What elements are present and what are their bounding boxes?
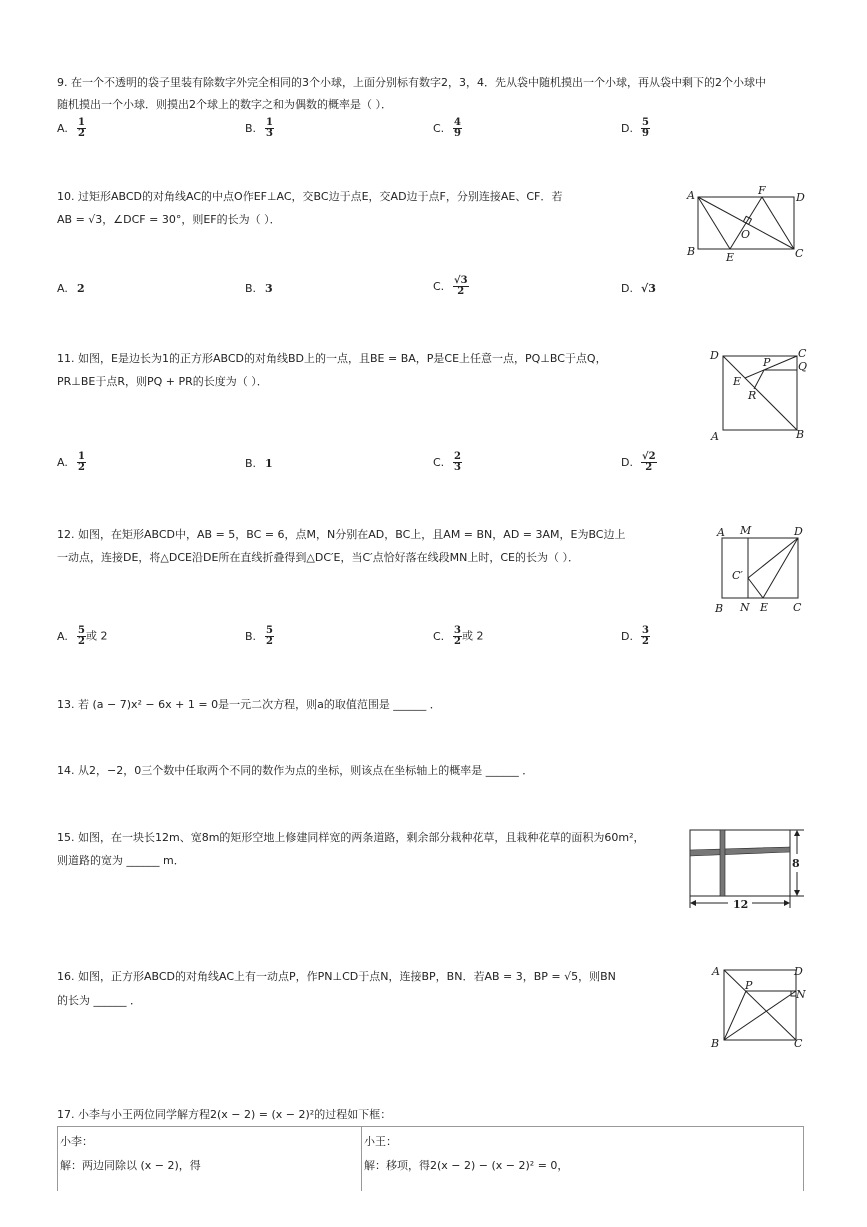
q15-line1: 15. 如图，在一块长12m、宽8m的矩形空地上修建同样宽的两条道路，剩余部分栽种花草，且栽种花草的面积为60m²，	[57, 831, 645, 844]
q10-figure	[684, 184, 810, 264]
q9-option-d: D. $\frac{5}{9}$	[621, 117, 649, 139]
q15-line2: 则道路的宽为 ______ m．	[57, 854, 185, 867]
q15-label-width: 12	[733, 898, 749, 911]
q12-label-c: C	[793, 601, 802, 614]
q16-label-c: C	[794, 1037, 803, 1050]
q12-option-a: A. $\frac{5}{2}$ 或 2	[57, 625, 108, 647]
q10-option-d: D. √3	[621, 282, 656, 295]
q12-label-d: D	[794, 525, 803, 538]
q16-label-d: D	[794, 965, 803, 978]
q11-label-p: P	[763, 356, 771, 369]
q11-label-b: B	[796, 428, 805, 441]
q10-label-b: B	[687, 245, 696, 258]
q10-label-a: A	[687, 189, 695, 202]
q17-right-header: 小王：	[364, 1135, 397, 1148]
q11-figure	[706, 344, 816, 444]
q16-label-n: N	[796, 988, 806, 1001]
q11-option-c: C. $\frac{2}{3}$	[433, 451, 461, 473]
q9-option-c: C. $\frac{4}{9}$	[433, 117, 461, 139]
q11-option-d: D. $\frac{√2}{2}$	[621, 451, 656, 473]
q17-text: 17. 小李与小王两位同学解方程2(x − 2) = (x − 2)²的过程如下框：	[57, 1108, 392, 1121]
q9-option-a: A. $\frac{1}{2}$	[57, 117, 85, 139]
q16-label-a: A	[712, 965, 720, 978]
q10-label-d: D	[796, 191, 805, 204]
q11-line1: 11. 如图，E是边长为1的正方形ABCD的对角线BD上的一点，且BE = BA，P是CE上任意一点，PQ⊥BC于点Q，	[57, 352, 607, 365]
q10-label-c: C	[795, 247, 804, 260]
q16-figure	[706, 962, 816, 1052]
q15-figure	[688, 828, 810, 914]
q11-line2: PR⊥BE于点R，则PQ + PR的长度为（ ）．	[57, 375, 268, 388]
q16-line1: 16. 如图，正方形ABCD的对角线AC上有一动点P，作PN⊥CD于点N，连接BP，BN．若AB = 3，BP = √5，则BN	[57, 970, 616, 983]
q11-label-d: D	[710, 349, 719, 362]
q16-label-b: B	[711, 1037, 720, 1050]
q16-label-p: P	[745, 979, 753, 992]
q17-left-line: 解：两边同除以 (x − 2)，得	[60, 1159, 201, 1172]
q13-text: 13. 若 (a − 7)x² − 6x + 1 = 0是一元二次方程，则a的取值范围是 ______ ．	[57, 698, 441, 711]
q17-solution-table	[57, 1126, 804, 1191]
q11-label-q: Q	[798, 360, 808, 373]
q17-right-line: 解：移项，得2(x − 2) − (x − 2)² = 0，	[364, 1159, 569, 1172]
q12-option-d: D. $\frac{3}{2}$	[621, 625, 649, 647]
q10-option-a: A. 2	[57, 282, 85, 295]
q16-line2: 的长为 ______ ．	[57, 994, 141, 1007]
q12-label-n: N	[740, 601, 750, 614]
q10-option-b: B. 3	[245, 282, 273, 295]
q17-left-header: 小李：	[60, 1135, 93, 1148]
q10-option-c: C. $\frac{√3}{2}$	[433, 275, 468, 297]
q11-label-r: R	[748, 389, 757, 402]
q14-text: 14. 从2，−2，0三个数中任取两个不同的数作为点的坐标，则该点在坐标轴上的概率是 ______ ．	[57, 764, 534, 777]
q11-label-a: A	[711, 430, 719, 443]
q12-label-e: E	[760, 601, 769, 614]
q11-option-b: B. 1	[245, 457, 273, 470]
q12-label-c1: C′	[732, 569, 743, 582]
q10-line2: AB = √3，∠DCF = 30°，则EF的长为（ ）．	[57, 213, 281, 226]
q12-label-a: A	[717, 526, 725, 539]
q10-label-o: O	[741, 228, 751, 241]
q15-label-height: 8	[792, 857, 800, 870]
q10-label-e: E	[726, 251, 735, 264]
q12-option-c: C. $\frac{3}{2}$ 或 2	[433, 625, 484, 647]
q12-line2: 一动点，连接DE，将△DCE沿DE所在直线折叠得到△DC′E，当C′点恰好落在线段MN上时，CE的长为（ ）．	[57, 551, 579, 564]
q9-line1: 9. 在一个不透明的袋子里装有除数字外完全相同的3个小球，上面分别标有数字2，3，4．先从袋中随机摸出一个小球，再从袋中剩下的2个小球中	[57, 76, 766, 89]
q17-table-divider	[361, 1127, 362, 1191]
q10-line1: 10. 过矩形ABCD的对角线AC的中点O作EF⊥AC，交BC边于点E，交AD边于点F，分别连接AE、CF．若	[57, 190, 563, 203]
q12-figure	[712, 520, 812, 620]
q12-option-b: B. $\frac{5}{2}$	[245, 625, 273, 647]
q11-label-e: E	[733, 375, 742, 388]
q12-label-m: M	[740, 524, 752, 537]
q9-option-b: B. $\frac{1}{3}$	[245, 117, 273, 139]
q11-label-c: C	[798, 347, 807, 360]
q12-label-b: B	[715, 602, 724, 615]
q9-line2: 随机摸出一个小球．则摸出2个球上的数字之和为偶数的概率是（ ）．	[57, 98, 392, 111]
q12-line1: 12. 如图，在矩形ABCD中，AB = 5，BC = 6，点M，N分别在AD，BC上，且AM = BN，AD = 3AM，E为BC边上	[57, 528, 626, 541]
q10-label-f: F	[758, 184, 766, 197]
q11-option-a: A. $\frac{1}{2}$	[57, 451, 85, 473]
